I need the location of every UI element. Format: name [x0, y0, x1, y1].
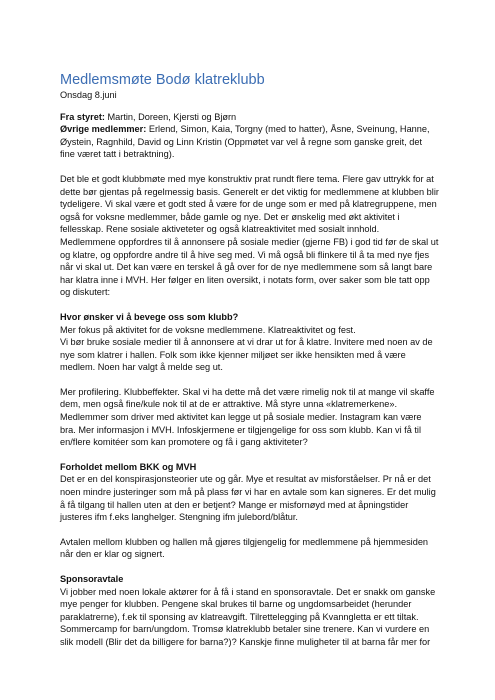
section-2-paragraph-2: Avtalen mellom klubben og hallen må gjøres tilgjengelig for medlemmene på hjemmesiden når den er klar og signert.: [60, 536, 429, 560]
section-heading-bkk-mvh: Forholdet mellom BKK og MVH: [60, 461, 197, 472]
other-members-label: Øvrige medlemmer:: [60, 124, 147, 135]
board-attendees: [60, 111, 439, 124]
section-1-paragraph-1: Mer fokus på aktivitet for de voksne medlemmene. Klatreaktivitet og fest. Vi bør bruke sosiale medier til å annonsere at vi drar ut for å klatre. Invitere med noen av de nye som klatrer i hallen. Folk som ikke kjenner miljøet ser ikke hensikten med å være medlem. Noen har valgt å melde seg ut.: [60, 324, 433, 373]
section-1-paragraph-2: Mer profilering. Klubbeffekter. Skal vi ha dette må det være rimelig nok til at mange vil skaffe dem, men også fine/kule nok til at de er attraktive. Må styre unna «klatremerkene». Medlemmer som driver med aktivitet kan legge ut på sosiale medier. Instagram kan være bra. Mer informasjon i MVH. Infoskjermene er tilgjengelige for oss som klubb. Kan vi få til en/flere komitéer som kan promotere og få i gang aktiviteter?: [60, 386, 435, 448]
other-attendees: [60, 123, 439, 161]
other-members-names: Erlend, Simon, Kaia, Torgny (med to hatter), Åsne, Sveinung, Hanne, Øystein, Ragnhild, David og Linn Kristin (Oppmøtet var vel å regne som ganske greit, det fine været tatt i betraktning).: [60, 124, 430, 160]
section-heading-sponsorship: Sponsoravtale: [60, 574, 124, 584]
intro-paragraph-2: Medlemmene oppfordres til å annonsere på sosiale medier (gjerne FB) i god tid før de skal ut og klatre, og oppfordre andre til å hive seg med. Vi må også bli flinkere til å ta med nye fjes når vi skal ut. Det kan være en terskel å gå over for de nye medlemmene som så langt bare har klatra inne i MVH. Her følger en liten oversikt, i notats form, over saker som ble tatt opp og diskutert:: [60, 236, 439, 298]
intro-paragraph-1: Det ble et godt klubbmøte med mye konstruktiv prat rundt flere tema. Flere gav uttrykk for at dette bør gjentas på regelmessig basis. Generelt er det viktig for medlemmene at klubben blir tydeligere. Vi skal være et godt sted å være for de unge som er med på klatregruppene, men også for voksne medlemmer, både gamle og nye. Det er ønskelig med økt aktivitet i fellesskap. Rene sosiale aktiveteter og også klatreaktivitet med sosialt innhold.: [60, 173, 439, 235]
board-names: Martin, Doreen, Kjersti og Bjørn: [104, 111, 237, 122]
board-label: Fra styret:: [60, 111, 105, 122]
section-2-paragraph-1: Det er en del konspirasjonsteorier ute og går. Mye et resultat av misforståelser. Pr nå er det noen mindre justeringer som må på plass før vi har en avtale som kan signeres. Er det mulig å få tilgang til hallen uten at den er betjent? Mange er misfornøyd med at åpningstider justeres ifm f.eks langhelger. Stengning ifm julebord/blåtur.: [60, 474, 436, 523]
section-heading-club-direction: Hvor ønsker vi å bevege oss som klubb?: [60, 311, 239, 322]
document-title: Medlemsmøte Bodø klatreklubb: [60, 72, 265, 88]
meeting-date: Onsdag 8.juni: [60, 90, 117, 100]
section-3-paragraph-1: Vi jobber med noen lokale aktører for å få i stand en sponsoravtale. Det er snakk om ganske mye penger for klubben. Pengene skal brukes til barne og ungdomsarbeidet (herunder paraklatrerne), f.ek til sponsing av klatreavgift. Tilrettelegging på Kvanngletta er ett tiltak. Sommercamp for barn/ungdom. Tromsø klatreklubb betaler sine trenere. Kan vi vurdere en slik modell (Blir det da billigere for barna?)? Kanskje finne muligheter til at barna får mer for: [60, 586, 436, 647]
